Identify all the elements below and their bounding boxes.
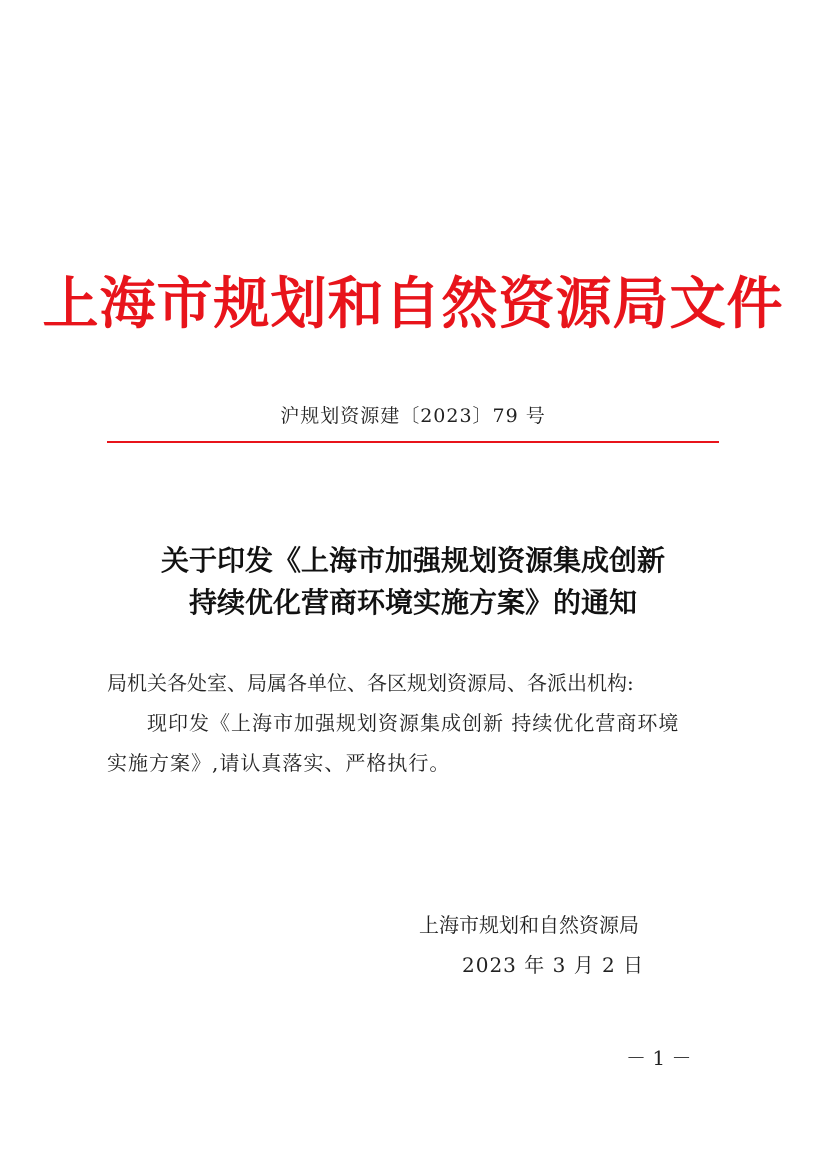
recipients-line: 局机关各处室、局属各单位、各区规划资源局、各派出机构: xyxy=(107,671,634,695)
page-number: － 1 － xyxy=(626,1046,692,1070)
header-red-divider xyxy=(107,441,719,443)
document-number: 沪规划资源建〔2023〕79 号 xyxy=(280,405,546,427)
body-paragraph-line-2: 实施方案》,请认真落实、严格执行。 xyxy=(107,751,451,775)
notice-title xyxy=(0,540,826,624)
issue-date: 2023 年 3 月 2 日 xyxy=(462,953,645,977)
document-header-title: 上海市规划和自然资源局文件 xyxy=(42,271,784,337)
notice-title-line-2: 持续优化营商环境实施方案》的通知 xyxy=(188,586,637,619)
body-paragraph-line-1: 现印发《上海市加强规划资源集成创新 持续优化营商环境 xyxy=(147,711,680,735)
notice-title-line-1: 关于印发《上海市加强规划资源集成创新 xyxy=(160,544,665,577)
issuer-signature: 上海市规划和自然资源局 xyxy=(419,913,639,937)
